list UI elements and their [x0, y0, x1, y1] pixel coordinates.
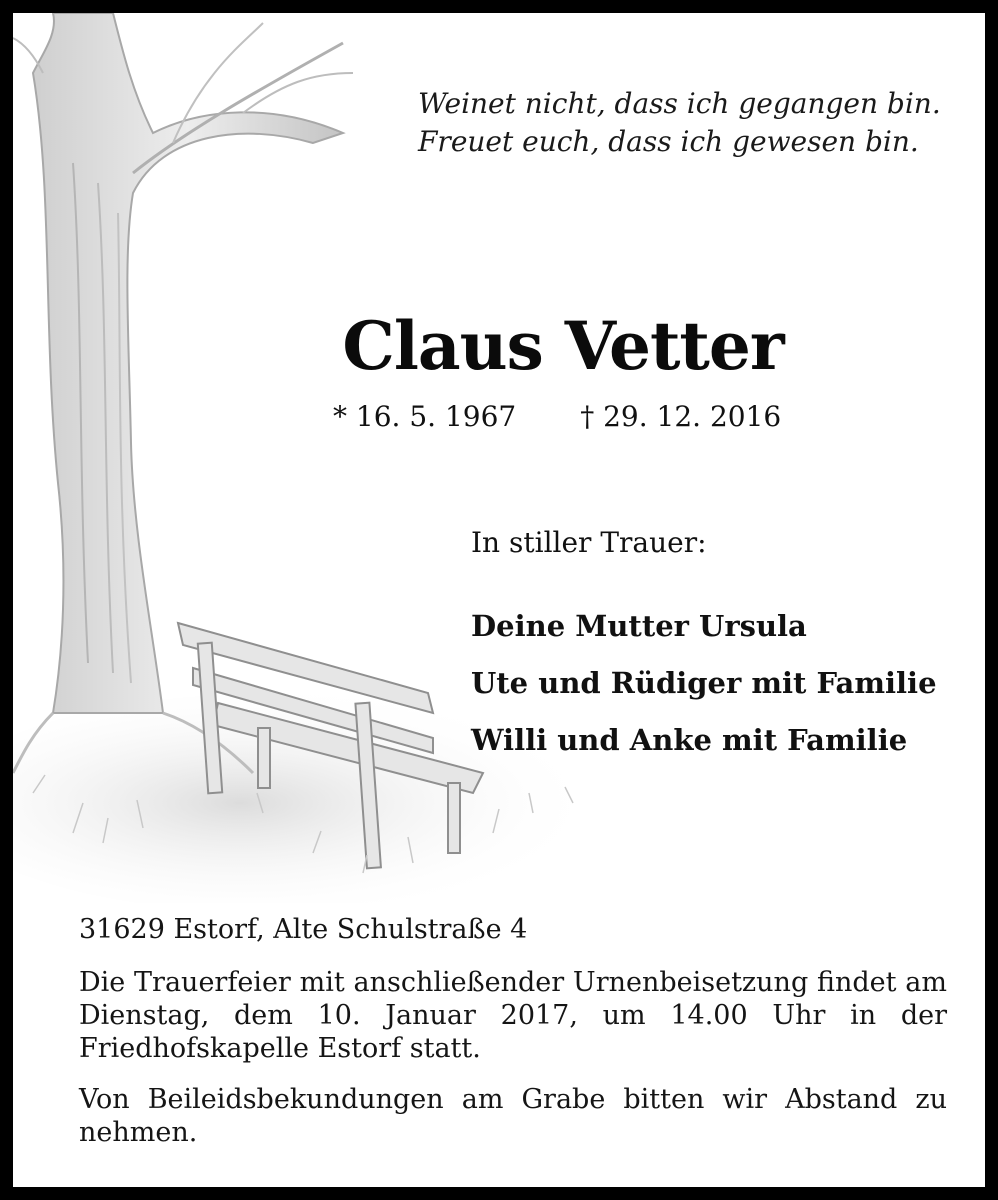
- mourner-entry: Ute und Rüdiger mit Familie: [471, 666, 937, 700]
- ceremony-notice: Die Trauerfeier mit anschließender Urnenbeisetzung findet am Dienstag, dem 10. Januar 2017, um 14.00 Uhr in der Friedhofskapelle Estorf statt.: [79, 967, 947, 1064]
- death-date: † 29. 12. 2016: [580, 400, 782, 433]
- mourners-list: [471, 598, 937, 769]
- mourner-entry: Deine Mutter Ursula: [471, 609, 807, 643]
- birth-date: * 16. 5. 1967: [333, 400, 517, 433]
- poem-line-1: Weinet nicht, dass ich gegangen bin.: [418, 87, 941, 120]
- memorial-poem: [418, 85, 941, 161]
- announcement-footer: [79, 913, 947, 1149]
- condolence-notice: Von Beileidsbekundungen am Grabe bitten wir Abstand zu nehmen.: [79, 1084, 947, 1148]
- life-dates: [333, 400, 781, 434]
- mourner-entry: Willi und Anke mit Familie: [471, 723, 908, 757]
- mourning-label: In stiller Trauer:: [471, 526, 707, 559]
- deceased-name: Claus Vetter: [342, 307, 784, 385]
- poem-line-2: Freuet euch, dass ich gewesen bin.: [418, 125, 919, 158]
- address-line: 31629 Estorf, Alte Schulstraße 4: [79, 914, 528, 945]
